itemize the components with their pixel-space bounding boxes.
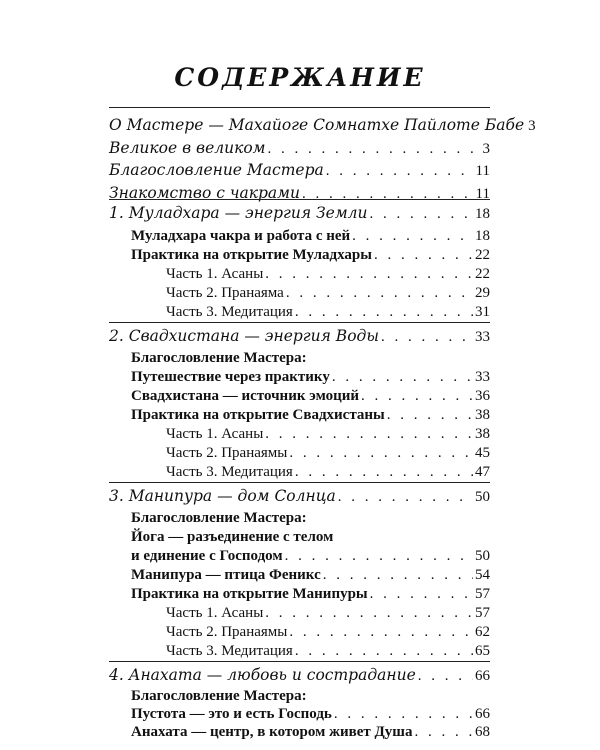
toc-entry-label: Практика на открытие Муладхары [131, 247, 372, 263]
toc-entry[interactable] [131, 367, 490, 387]
toc-entry-label: Часть 3. Медитация [166, 643, 293, 659]
toc-chapter-4[interactable] [109, 665, 490, 685]
toc-entry-label: и единение с Господом [131, 548, 283, 564]
toc-entry-page: 66 [475, 668, 490, 684]
toc-entry-page: 68 [475, 724, 490, 740]
toc-entry-page: 50 [475, 548, 490, 564]
leader-dots [265, 424, 473, 444]
toc-entry-page: 3 [528, 118, 536, 134]
toc-entry-label: Практика на открытие Свадхистаны [131, 407, 385, 423]
toc-entry-label: О Мастере — Махайоге Сомнатхе Пайлоте Бабе [109, 116, 525, 134]
toc-entry[interactable] [131, 686, 490, 706]
leader-dots [295, 302, 473, 322]
leader-dots [268, 139, 481, 159]
toc-chapter-2[interactable] [109, 326, 490, 346]
toc-entry-label: Часть 1. Асаны [166, 605, 264, 621]
leader-dots [381, 327, 473, 347]
leader-dots [289, 622, 473, 642]
toc-entry-label: Практика на открытие Манипуры [131, 586, 368, 602]
toc-subentry[interactable] [166, 622, 490, 642]
leader-dots [265, 264, 473, 284]
toc-entry-label: Часть 3. Медитация [166, 464, 293, 480]
leader-dots [285, 546, 473, 566]
toc-entry[interactable] [131, 386, 490, 406]
toc-entry-label: 1. Муладхара — энергия Земли [109, 204, 368, 222]
toc-entry-label: Великое в великом [109, 139, 266, 157]
toc-entry-page: 50 [475, 489, 490, 505]
toc-entry-label: Часть 2. Пранаямы [166, 624, 288, 640]
leader-dots [361, 386, 473, 406]
leader-dots [323, 565, 473, 585]
toc-entry-label: Благословление Мастера: [131, 688, 307, 704]
leader-dots [418, 666, 473, 686]
toc-entry-page: 38 [475, 407, 490, 423]
toc-subentry[interactable] [166, 283, 490, 303]
toc-entry-label: Йога — разъединение с телом [131, 529, 334, 545]
toc-entry-page: 54 [475, 567, 490, 583]
divider [109, 661, 490, 662]
toc-entry-page: 18 [475, 228, 490, 244]
toc-entry-label: 4. Анахата — любовь и сострадание [109, 666, 416, 684]
toc-chapter-3[interactable] [109, 486, 490, 506]
leader-dots [295, 462, 473, 482]
toc-entry-label: Часть 1. Асаны [166, 266, 264, 282]
leader-dots [286, 283, 473, 303]
toc-entry-page: 66 [475, 706, 490, 722]
toc-entry-page: 31 [475, 304, 490, 320]
toc-entry-label: Свадхистана — источник эмоций [131, 388, 360, 404]
toc-entry[interactable] [131, 508, 490, 528]
toc-entry[interactable] [131, 226, 490, 246]
toc-subentry[interactable] [166, 603, 490, 623]
leader-dots [338, 487, 473, 507]
toc-subentry[interactable] [166, 462, 490, 482]
toc-entry-label: Часть 3. Медитация [166, 304, 293, 320]
leader-dots [326, 161, 474, 181]
toc-chapter-1[interactable] [109, 203, 490, 223]
toc-entry-label: 2. Свадхистана — энергия Воды [109, 327, 379, 345]
toc-entry-label: Благословление Мастера [109, 161, 324, 179]
toc-entry-page: 22 [475, 266, 490, 282]
toc-entry-page: 18 [475, 206, 490, 222]
leader-dots [332, 367, 473, 387]
toc-entry-label: 3. Манипура — дом Солнца [109, 487, 336, 505]
leader-dots [370, 204, 473, 224]
toc-entry[interactable] [131, 584, 490, 604]
toc-entry-label: Анахата — центр, в котором живет Душа [131, 724, 413, 740]
toc-entry-label: Путешествие через практику [131, 369, 330, 385]
toc-entry-page: 45 [475, 445, 490, 461]
leader-dots [302, 184, 474, 204]
toc-entry-chakras-intro[interactable] [109, 183, 490, 203]
leader-dots [352, 226, 473, 246]
leader-dots [334, 704, 473, 724]
toc-entry-page: 33 [475, 369, 490, 385]
toc-entry[interactable] [131, 348, 490, 368]
toc-entry-page: 11 [475, 186, 490, 202]
toc-entry-page: 33 [475, 329, 490, 345]
toc-entry-label: Благословление Мастера: [131, 350, 307, 366]
toc-entry-page: 38 [475, 426, 490, 442]
toc-entry[interactable] [131, 565, 490, 585]
toc-entry-page: 3 [482, 141, 490, 157]
page-title: СОДЕРЖАНИЕ [174, 63, 426, 92]
leader-dots [374, 245, 473, 265]
toc-entry-page: 36 [475, 388, 490, 404]
divider [109, 322, 490, 323]
leader-dots [387, 405, 473, 425]
toc-entry[interactable] [131, 704, 490, 724]
divider [109, 482, 490, 483]
toc-subentry[interactable] [166, 443, 490, 463]
leader-dots [289, 443, 473, 463]
toc-entry-label: Пустота — это и есть Господь [131, 706, 332, 722]
toc-entry[interactable] [131, 245, 490, 265]
toc-entry[interactable] [131, 405, 490, 425]
leader-dots [295, 641, 473, 661]
toc-entry-label: Знакомство с чакрами [109, 184, 300, 202]
toc-subentry[interactable] [166, 424, 490, 444]
toc-entry[interactable] [131, 527, 490, 547]
leader-dots [414, 722, 473, 742]
toc-entry-page: 57 [475, 586, 490, 602]
toc-entry-page: 62 [475, 624, 490, 640]
divider [109, 107, 490, 108]
toc-entry-page: 47 [475, 464, 490, 480]
toc-entry-label: Благословление Мастера: [131, 510, 307, 526]
toc-entry-page: 57 [475, 605, 490, 621]
toc-entry-page: 11 [475, 163, 490, 179]
toc-entry[interactable] [131, 722, 490, 742]
divider [109, 199, 490, 200]
toc-entry-page: 65 [475, 643, 490, 659]
toc-subentry[interactable] [166, 302, 490, 322]
toc-entry-label: Часть 2. Пранаяма [166, 285, 284, 301]
toc-entry-page: 22 [475, 247, 490, 263]
toc-entry-master-blessing[interactable] [109, 160, 490, 180]
toc-entry-label: Манипура — птица Феникс [131, 567, 321, 583]
leader-dots [265, 603, 473, 623]
toc-entry-great-in-great[interactable] [109, 138, 490, 158]
toc-entry-page: 29 [475, 285, 490, 301]
toc-entry-label: Часть 1. Асаны [166, 426, 264, 442]
toc-subentry[interactable] [166, 641, 490, 661]
toc-subentry[interactable] [166, 264, 490, 284]
toc-entry-label: Часть 2. Пранаямы [166, 445, 288, 461]
leader-dots [370, 584, 473, 604]
toc-entry-label: Муладхара чакра и работа с ней [131, 228, 351, 244]
toc-entry-about-master[interactable] [109, 115, 536, 135]
toc-entry[interactable] [131, 546, 490, 566]
